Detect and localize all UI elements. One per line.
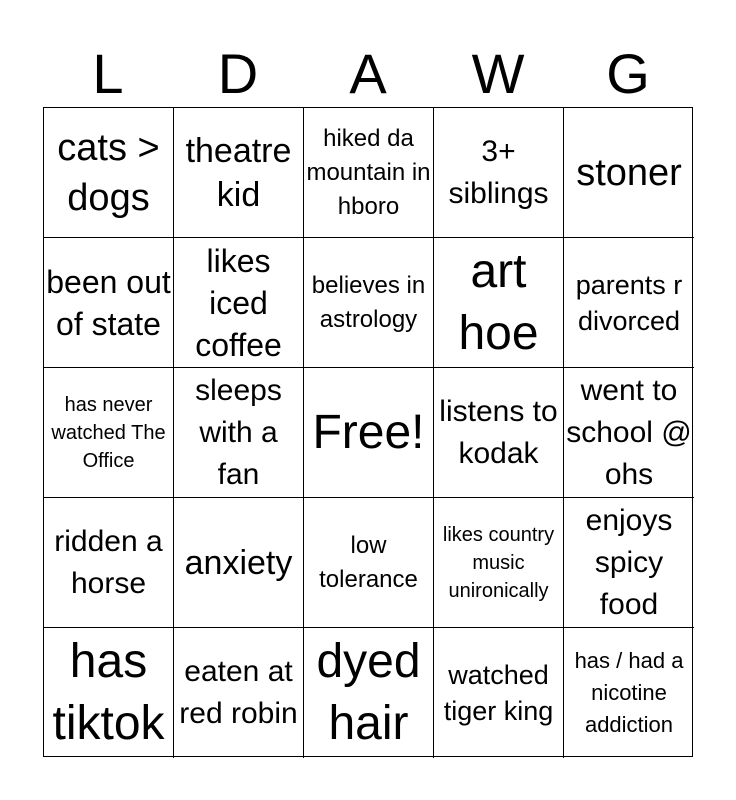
- bingo-cell[interactable]: [304, 498, 434, 628]
- bingo-cell[interactable]: [174, 108, 304, 238]
- bingo-cell[interactable]: [434, 368, 564, 498]
- bingo-cell[interactable]: [564, 238, 694, 368]
- cell-text: cats > dogs: [57, 126, 160, 219]
- bingo-cell[interactable]: [174, 368, 304, 498]
- bingo-cell[interactable]: [304, 368, 434, 498]
- bingo-cell[interactable]: [44, 368, 174, 498]
- cell-text: went to school @ ohs: [566, 373, 692, 491]
- cell-text: 3+ siblings: [448, 134, 549, 210]
- header-letter-3: A: [349, 42, 387, 105]
- cell-text: believes in astrology: [311, 271, 426, 333]
- header-letter-1: L: [92, 42, 124, 105]
- bingo-cell[interactable]: [434, 628, 564, 758]
- header-letter-2: D: [217, 42, 259, 105]
- cell-text: watched tiger king: [443, 660, 554, 726]
- cell-text: listens to kodak: [439, 394, 558, 470]
- bingo-header: [43, 40, 693, 108]
- bingo-cell[interactable]: [174, 498, 304, 628]
- cell-text: has / had a nicotine addiction: [574, 648, 684, 737]
- bingo-cell[interactable]: [564, 628, 694, 758]
- bingo-cell[interactable]: [434, 108, 564, 238]
- cell-text: hiked da mountain in hboro: [306, 124, 431, 220]
- bingo-board: [43, 107, 693, 757]
- cell-text: enjoys spicy food: [585, 503, 673, 621]
- cell-text: low tolerance: [319, 531, 418, 593]
- bingo-cell[interactable]: [44, 498, 174, 628]
- bingo-cell[interactable]: [174, 628, 304, 758]
- free-space: Free!: [312, 405, 425, 459]
- cell-text: anxiety: [184, 543, 293, 582]
- bingo-cell[interactable]: [304, 628, 434, 758]
- bingo-cell[interactable]: [44, 238, 174, 368]
- cell-text: likes country music unironically: [442, 523, 555, 602]
- cell-text: stoner: [576, 151, 682, 194]
- cell-text: has never watched The Office: [51, 393, 166, 472]
- cell-text: sleeps with a fan: [195, 373, 282, 491]
- bingo-cell[interactable]: [564, 498, 694, 628]
- bingo-cell[interactable]: [564, 368, 694, 498]
- cell-text: been out of state: [46, 263, 171, 342]
- bingo-cell[interactable]: [304, 238, 434, 368]
- cell-text: dyed hair: [316, 635, 421, 750]
- cell-text: ridden a horse: [54, 524, 163, 600]
- cell-text: parents r divorced: [575, 269, 683, 336]
- cell-text: eaten at red robin: [179, 655, 298, 730]
- cell-text: has tiktok: [52, 635, 165, 750]
- cell-text: likes iced coffee: [195, 242, 282, 363]
- bingo-cell[interactable]: [434, 238, 564, 368]
- header-letter-4: W: [471, 42, 525, 105]
- bingo-cell[interactable]: [304, 108, 434, 238]
- bingo-cell[interactable]: [564, 108, 694, 238]
- bingo-cell[interactable]: [44, 108, 174, 238]
- bingo-cell[interactable]: [174, 238, 304, 368]
- cell-text: art hoe: [458, 244, 539, 360]
- bingo-cell[interactable]: [434, 498, 564, 628]
- bingo-cell[interactable]: [44, 628, 174, 758]
- header-letter-5: G: [606, 42, 650, 105]
- cell-text: theatre kid: [185, 131, 292, 214]
